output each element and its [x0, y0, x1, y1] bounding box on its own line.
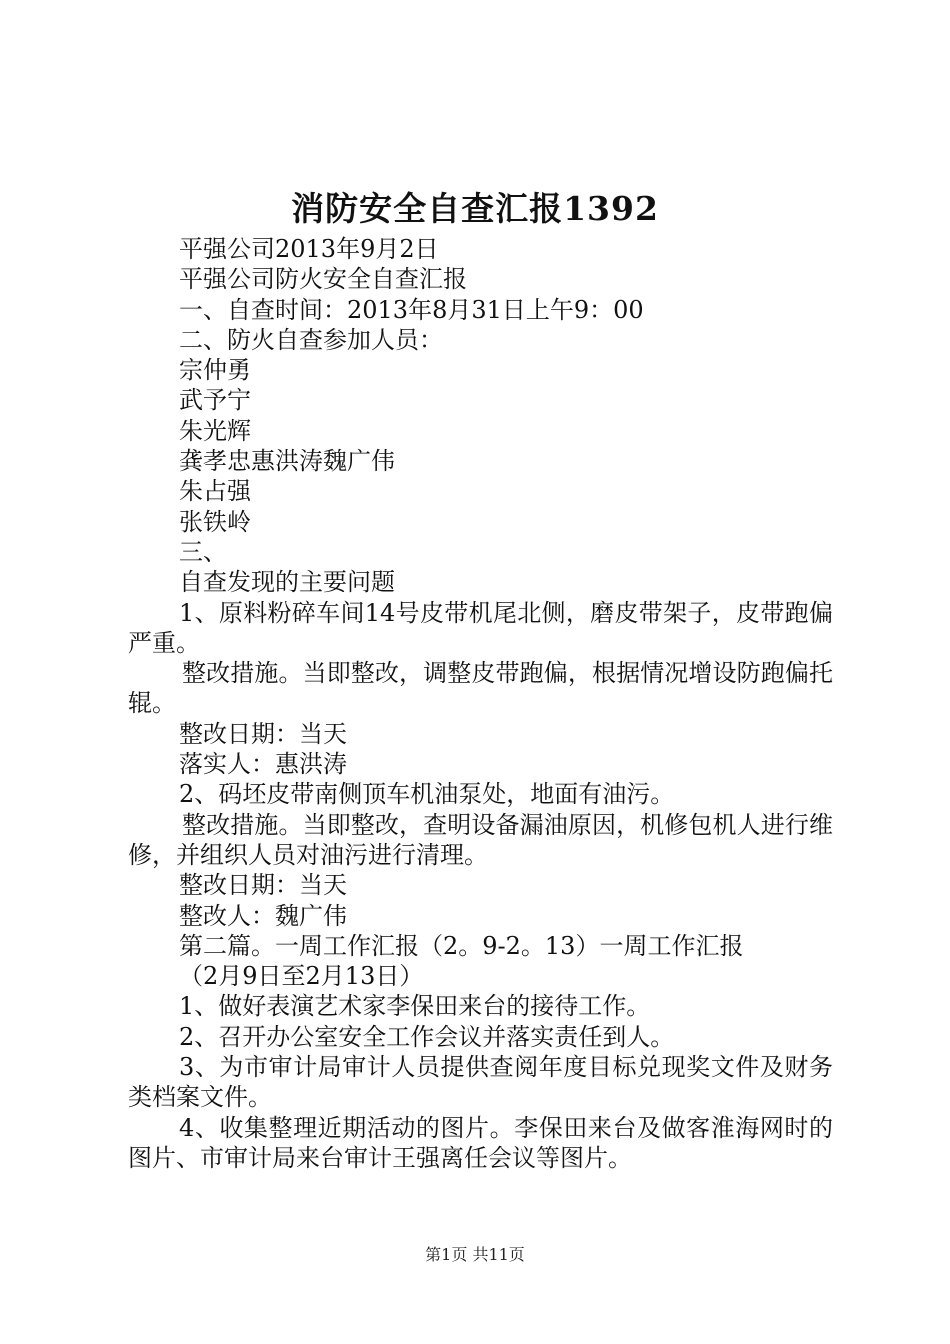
- paragraph-date-2: 整改日期：当天: [179, 871, 347, 900]
- paragraph-second-article-heading: 第二篇。一周工作汇报（2。9-2。13）一周工作汇报: [179, 931, 744, 960]
- document-body: [128, 234, 833, 1173]
- paragraph-participant: 张铁岭: [179, 507, 251, 536]
- page-footer: 第1页 共11页: [425, 1245, 525, 1264]
- document-title: 消防安全自查汇报1392: [291, 189, 659, 228]
- paragraph-participant: 朱光辉: [179, 416, 251, 445]
- paragraph-work-item-1: 1、做好表演艺术家李保田来台的接待工作。: [179, 992, 651, 1021]
- paragraph-section-three: 三、: [179, 537, 227, 566]
- paragraph-measure-1: 整改措施。当即整改，调整皮带跑偏，根据情况增设防跑偏托辊。: [128, 659, 833, 718]
- paragraph-participant: 朱占强: [179, 477, 251, 506]
- paragraph-work-item-2: 2、召开办公室安全工作会议并落实责任到人。: [179, 1022, 675, 1051]
- paragraph-person-2: 整改人：魏广伟: [179, 901, 347, 930]
- paragraph-inspection-time: 一、自查时间：2013年8月31日上午9：00: [179, 295, 644, 324]
- paragraph-date-1: 整改日期：当天: [179, 719, 347, 748]
- paragraph-problems-heading: 自查发现的主要问题: [179, 568, 395, 597]
- paragraph-date: 平强公司2013年9月2日: [179, 235, 439, 263]
- paragraph-report-title: 平强公司防火安全自查汇报: [179, 265, 467, 294]
- paragraph-work-item-3: 3、为市审计局审计人员提供查阅年度目标兑现奖文件及财务类档案文件。: [128, 1053, 833, 1112]
- paragraph-participants-heading: 二、防火自查参加人员：: [179, 325, 443, 354]
- paragraph-problem-1: 1、原料粉碎车间14号皮带机尾北侧，磨皮带架子，皮带跑偏严重。: [128, 598, 833, 657]
- paragraph-participant: 龚孝忠惠洪涛魏广伟: [179, 447, 395, 476]
- paragraph-week-range: （2月9日至2月13日）: [179, 962, 424, 991]
- paragraph-measure-2: 整改措施。当即整改，查明设备漏油原因，机修包机人进行维修，并组织人员对油污进行清理。: [128, 810, 833, 869]
- paragraph-participant: 武予宁: [179, 386, 251, 415]
- paragraph-problem-2: 2、码坯皮带南侧顶车机油泵处，地面有油污。: [179, 780, 675, 809]
- paragraph-work-item-4: 4、收集整理近期活动的图片。李保田来台及做客淮海网时的图片、市审计局来台审计王强离任会议等图片。: [128, 1113, 833, 1172]
- paragraph-participant: 宗仲勇: [179, 356, 251, 385]
- paragraph-person-1: 落实人：惠洪涛: [179, 750, 347, 779]
